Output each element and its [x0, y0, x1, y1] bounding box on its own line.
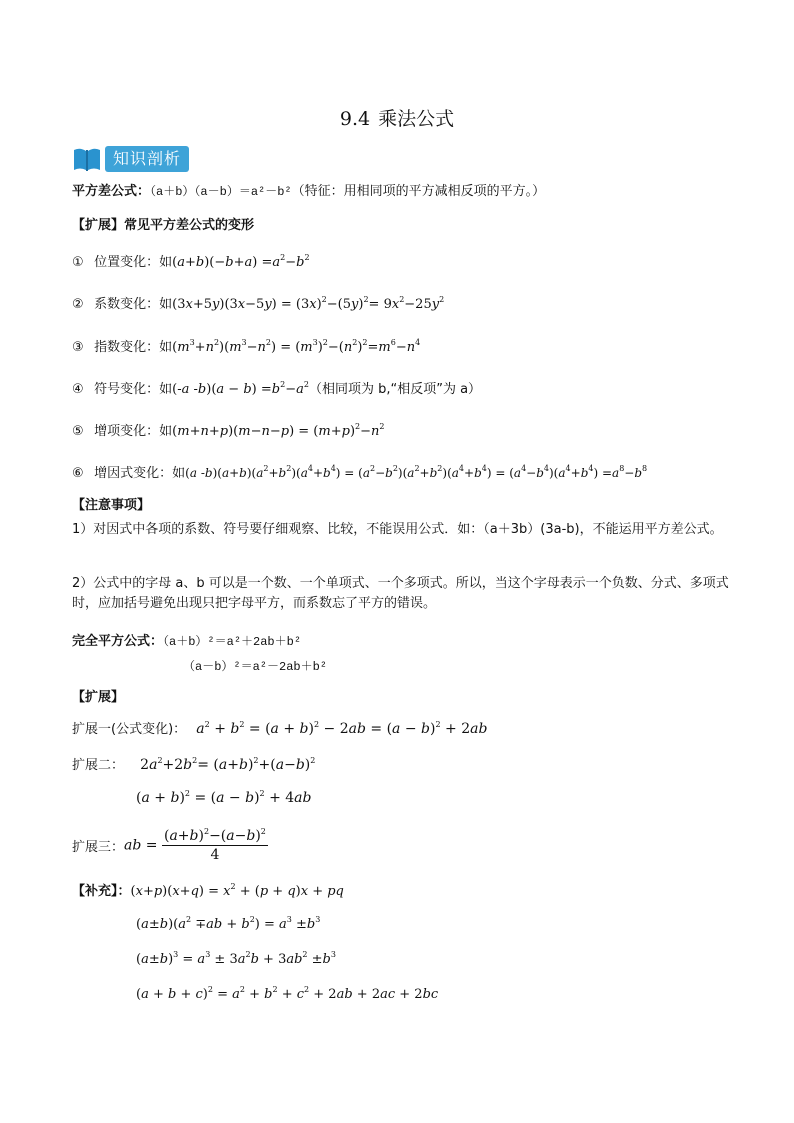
- perfect-square-label: 完全平方公式：: [72, 634, 164, 649]
- formula-ext2-a: $2a^2+2b^2= (a+b)^2+(a-b)^2$: [140, 756, 316, 773]
- ext3-line: 扩展三： ab = $\frac{(a+b)^2-(a-b)^2}{4}$: [72, 827, 266, 863]
- knowledge-banner: [72, 145, 189, 173]
- formula-sign: (-a $-b)(a - b) =b^2-a^2$: [172, 380, 309, 397]
- banner-label: 知识剖析: [105, 146, 189, 172]
- formula-supp-4: $(a + b + c)^2 = a^2 + b^2 + c^2 + 2ab + 2ac + 2bc$: [136, 985, 439, 1002]
- perfect-square-formula-1: （a＋b）²＝a²＋2ab＋b²: [163, 635, 302, 649]
- formula-ext3: ab = $\frac{(a+b)^2-(a-b)^2}{4}$: [124, 827, 266, 863]
- formula-ext1: $a^2 + b^2 = (a + b)^2 - 2ab = (a - b)^2 + 2ab$: [196, 720, 488, 737]
- formula-add-factor: (a $-b)(a+b)(a^2+b^2)(a^4+b^4) = (a^2-b^2)(a^2+b^2)(a^4+b^4) = (a^4-b^4)(a^4+b^4) =a^8-b^8$: [185, 464, 648, 480]
- perfect-square-formula-2: （a－b）²＝a²－2ab＋b²: [183, 660, 328, 674]
- sign-note: （相同项为 b,“相反项”为 a）: [308, 382, 482, 397]
- formula-supp-2: $(a\pm b)(a^2 \mp ab + b^2) = a^3 \pm b^3$: [136, 915, 321, 932]
- diff-square-feature: （特征：用相同项的平方减相反项的平方。）: [291, 184, 546, 199]
- note-item-2: 2）公式中的字母 a、b 可以是一个数、一个单项式、一个多项式。所以，当这个字母表示一个负数、分式、多项式时，应加括号避免出现只把字母平方，而系数忘了平方的错误。: [72, 576, 729, 611]
- formula-supp-1: $(x+p)(x+q) = x^2 + (p + q)x$ + pq: [130, 882, 344, 899]
- ext-item-add-factor: ⑥ 增因式变化：如(a $-b)(a+b)(a^2+b^2)(a^4+b^4) = (a^2-b^2)(a^2+b^2)(a^4+b^4) = (a^4-b^4)(a^4+b^4) =a^8-b^8$: [72, 464, 648, 481]
- diff-square-line: [72, 180, 545, 199]
- ext-item-exponent: ③ 指数变化：如$(m^3+n^2)(m^3-n^2) = (m^3)^2-(n^2)^2=m^6-n^4$: [72, 338, 421, 355]
- extension-heading: 【扩展】常见平方差公式的变形: [72, 218, 255, 233]
- formula-position: $(a+b)(-b+a) =a^2-b^2$: [172, 253, 310, 270]
- formula-supp-3: $(a\pm b)^3 = a^3 \pm 3a^2b + 3ab^2 \pm b^3$: [136, 950, 336, 967]
- supplement-line: 【补充】：$(x+p)(x+q) = x^2 + (p + q)x$ + pq: [72, 882, 344, 899]
- note-item-1: 1）对因式中各项的系数、符号要仔细观察、比较，不能误用公式．如：（a＋3b）(3a-b)，不能运用平方差公式。: [72, 522, 723, 537]
- section-number: 9.4: [339, 108, 371, 130]
- book-icon: [72, 145, 102, 173]
- formula-add-term: $(m+n+p)(m-n-p) = (m+p)^2-n^2$: [172, 422, 385, 439]
- ext-item-add-term: ⑤ 增项变化：如$(m+n+p)(m-n-p) = (m+p)^2-n^2$: [72, 422, 385, 439]
- ext1-line: 扩展一(公式变化)： $a^2 + b^2 = (a + b)^2 - 2ab = (a - b)^2 + 2ab$: [72, 720, 488, 737]
- formula-coefficient: $(3x+5y)(3x-5y) = (3x)^2-(5y)^2= 9x^2-25y^2$: [172, 295, 445, 312]
- notes-heading: 【注意事项】: [72, 498, 151, 513]
- section-title: 乘法公式: [378, 108, 455, 130]
- ext2-line: 扩展二： $2a^2+2b^2= (a+b)^2+(a-b)^2$: [72, 756, 316, 773]
- ext-item-coefficient: ② 系数变化：如$(3x+5y)(3x-5y) = (3x)^2-(5y)^2= 9x^2-25y^2$: [72, 295, 445, 312]
- diff-square-label: 平方差公式：: [72, 184, 151, 199]
- formula-ext2-b: $(a + b)^2 = (a - b)^2 + 4ab$: [136, 789, 312, 806]
- formula-exponent: $(m^3+n^2)(m^3-n^2) = (m^3)^2-(n^2)^2=m^6-n^4$: [172, 338, 421, 355]
- ext-item-position: ① 位置变化：如$(a+b)(-b+a) =a^2-b^2$: [72, 253, 310, 270]
- page-title: [0, 104, 794, 131]
- diff-square-formula: （a＋b）（a－b）＝a²－b²: [150, 185, 292, 199]
- ext-item-sign: ④ 符号变化：如(-a $-b)(a - b) =b^2-a^2$（相同项为 b,“相反项”为 a）: [72, 380, 482, 397]
- fraction: $\frac{(a+b)^2-(a-b)^2}{4}$: [163, 827, 266, 863]
- perfect-square-line: [72, 630, 301, 649]
- extension2-heading: 【扩展】: [72, 690, 125, 705]
